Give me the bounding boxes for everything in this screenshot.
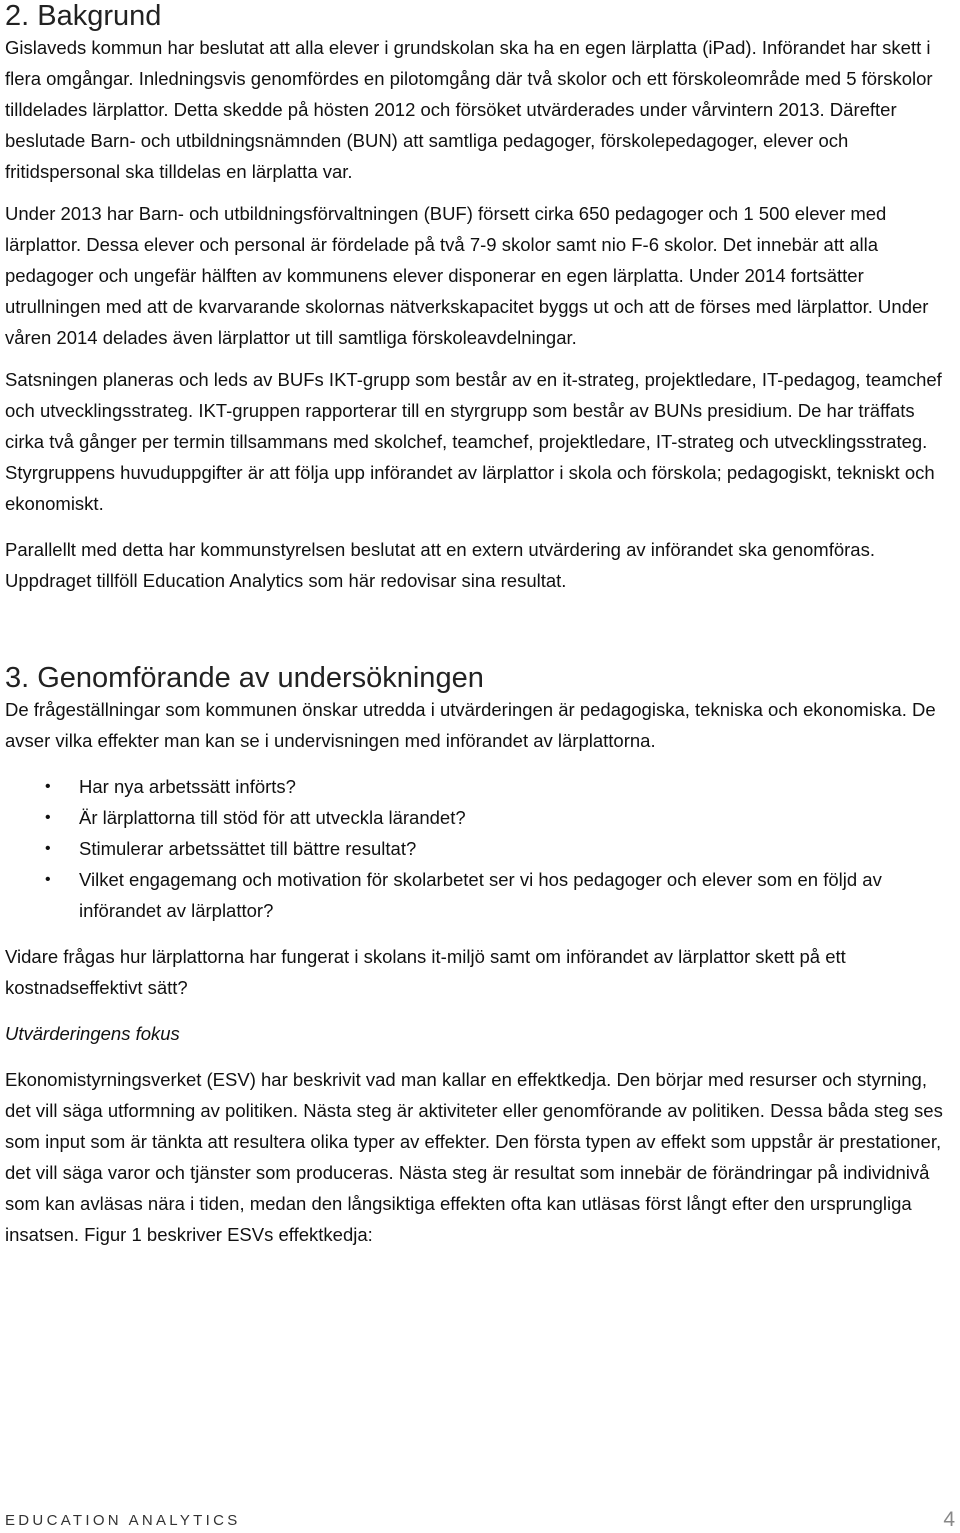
focus-paragraph: Ekonomistyrningsverket (ESV) har beskrivit vad man kallar en effektkedja. Den börjar med resurser och styrning, det vill säga utformning av politiken. Nästa steg är aktiviteter eller genomförande av politiken. Dessa båda steg ses som input som är tänkta att resultera olika typer av effekter. Den första typen av effekt som uppstår är prestationer, det vill säga varor och tjänster som produceras. Nästa steg är resultat som innebär de förändringar på individnivå som kan avläsas nära i tiden, medan den långsiktiga effekten ofta kan utläsas först långt efter den ursprungliga insatsen. Figur 1 beskriver ESVs effektkedja: — [5, 1069, 943, 1245]
followup-paragraph: Vidare frågas hur lärplattorna har fungerat i skolans it-miljö samt om införandet av lärplattor skett på ett kostnadseffektivt sätt? — [5, 946, 846, 998]
page-number: 4 — [943, 1508, 955, 1531]
background-paragraph-1: Gislaveds kommun har beslutat att alla elever i grundskolan ska ha en egen lärplatta (iPad). Införandet har skett i flera omgångar. Inledningsvis genomfördes en pilotomgång där två skolor och ett förskoleområde med 5 förskolor tilldelades lärplattor. Detta skedde på hösten 2012 och försöket utvärderades under vårvintern 2013. Därefter beslutade Barn- och utbildningsnämnden (BUN) att samtliga pedagoger, förskolepedagoger, elever och fritidspersonal ska tilldelas en lärplatta var. — [5, 37, 933, 182]
list-item-text: Stimulerar arbetssättet till bättre resultat? — [79, 838, 417, 859]
list-item — [5, 864, 955, 926]
background-paragraph-2: Under 2013 har Barn- och utbildningsförvaltningen (BUF) försett cirka 650 pedagoger och 1 500 elever med lärplattor. Dessa elever och personal är fördelade på två 7-9 skolor samt nio F-6 skolor. Det innebär att alla pedagoger och ungefär hälften av kommunens elever disponerar en egen lärplatta. Under 2014 fortsätter utrullningen med att de kvarvarande skolornas nätverkskapacitet byggs ut och att de förses med lärplattor. Under våren 2014 delades även lärplattor ut till samtliga förskoleavdelningar. — [5, 203, 929, 348]
list-item-text: Har nya arbetssätt införts? — [79, 776, 296, 797]
list-item — [5, 771, 955, 802]
background-paragraph-3: Satsningen planeras och leds av BUFs IKT-grupp som består av en it-strateg, projektledare, IT-pedagog, teamchef och utvecklingsstrateg. IKT-gruppen rapporterar till en styrgrupp som består av BUNs presidium. De har träffats cirka två gånger per termin tillsammans med skolchef, teamchef, projektledare, IT-strateg och utvecklingsstrateg. Styrgruppens huvuduppgifter är att följa upp införandet av lärplattor i skola och förskola; pedagogiskt, tekniskt och ekonomiskt. — [5, 369, 942, 514]
list-item — [5, 833, 955, 864]
bullet-icon: • — [45, 809, 51, 826]
section-2-heading: 2. Bakgrund — [5, 0, 162, 32]
section-3-heading: 3. Genomförande av undersökningen — [5, 662, 484, 694]
document-page — [5, 0, 955, 1250]
footer-brand-logo: EDUCATION ANALYTICS — [5, 1512, 241, 1529]
question-list — [5, 771, 955, 926]
method-intro-paragraph: De frågeställningar som kommunen önskar utredda i utvärderingen är pedagogiska, tekniska och ekonomiska. De avser vilka effekter man kan se i undervisningen med införandet av lärplattorna. — [5, 699, 936, 751]
bullet-icon: • — [45, 871, 51, 888]
page-footer — [5, 1508, 955, 1532]
bullet-icon: • — [45, 778, 51, 795]
bullet-icon: • — [45, 840, 51, 857]
list-item-text: Vilket engagemang och motivation för skolarbetet ser vi hos pedagoger och elever som en följd av införandet av lärplattor? — [79, 869, 882, 921]
focus-subheading: Utvärderingens fokus — [5, 1023, 180, 1044]
list-item-text: Är lärplattorna till stöd för att utveckla lärandet? — [79, 807, 466, 828]
background-paragraph-4: Parallellt med detta har kommunstyrelsen beslutat att en extern utvärdering av införandet ska genomföras. Uppdraget tillföll Education Analytics som här redovisar sina resultat. — [5, 539, 875, 591]
list-item — [5, 802, 955, 833]
